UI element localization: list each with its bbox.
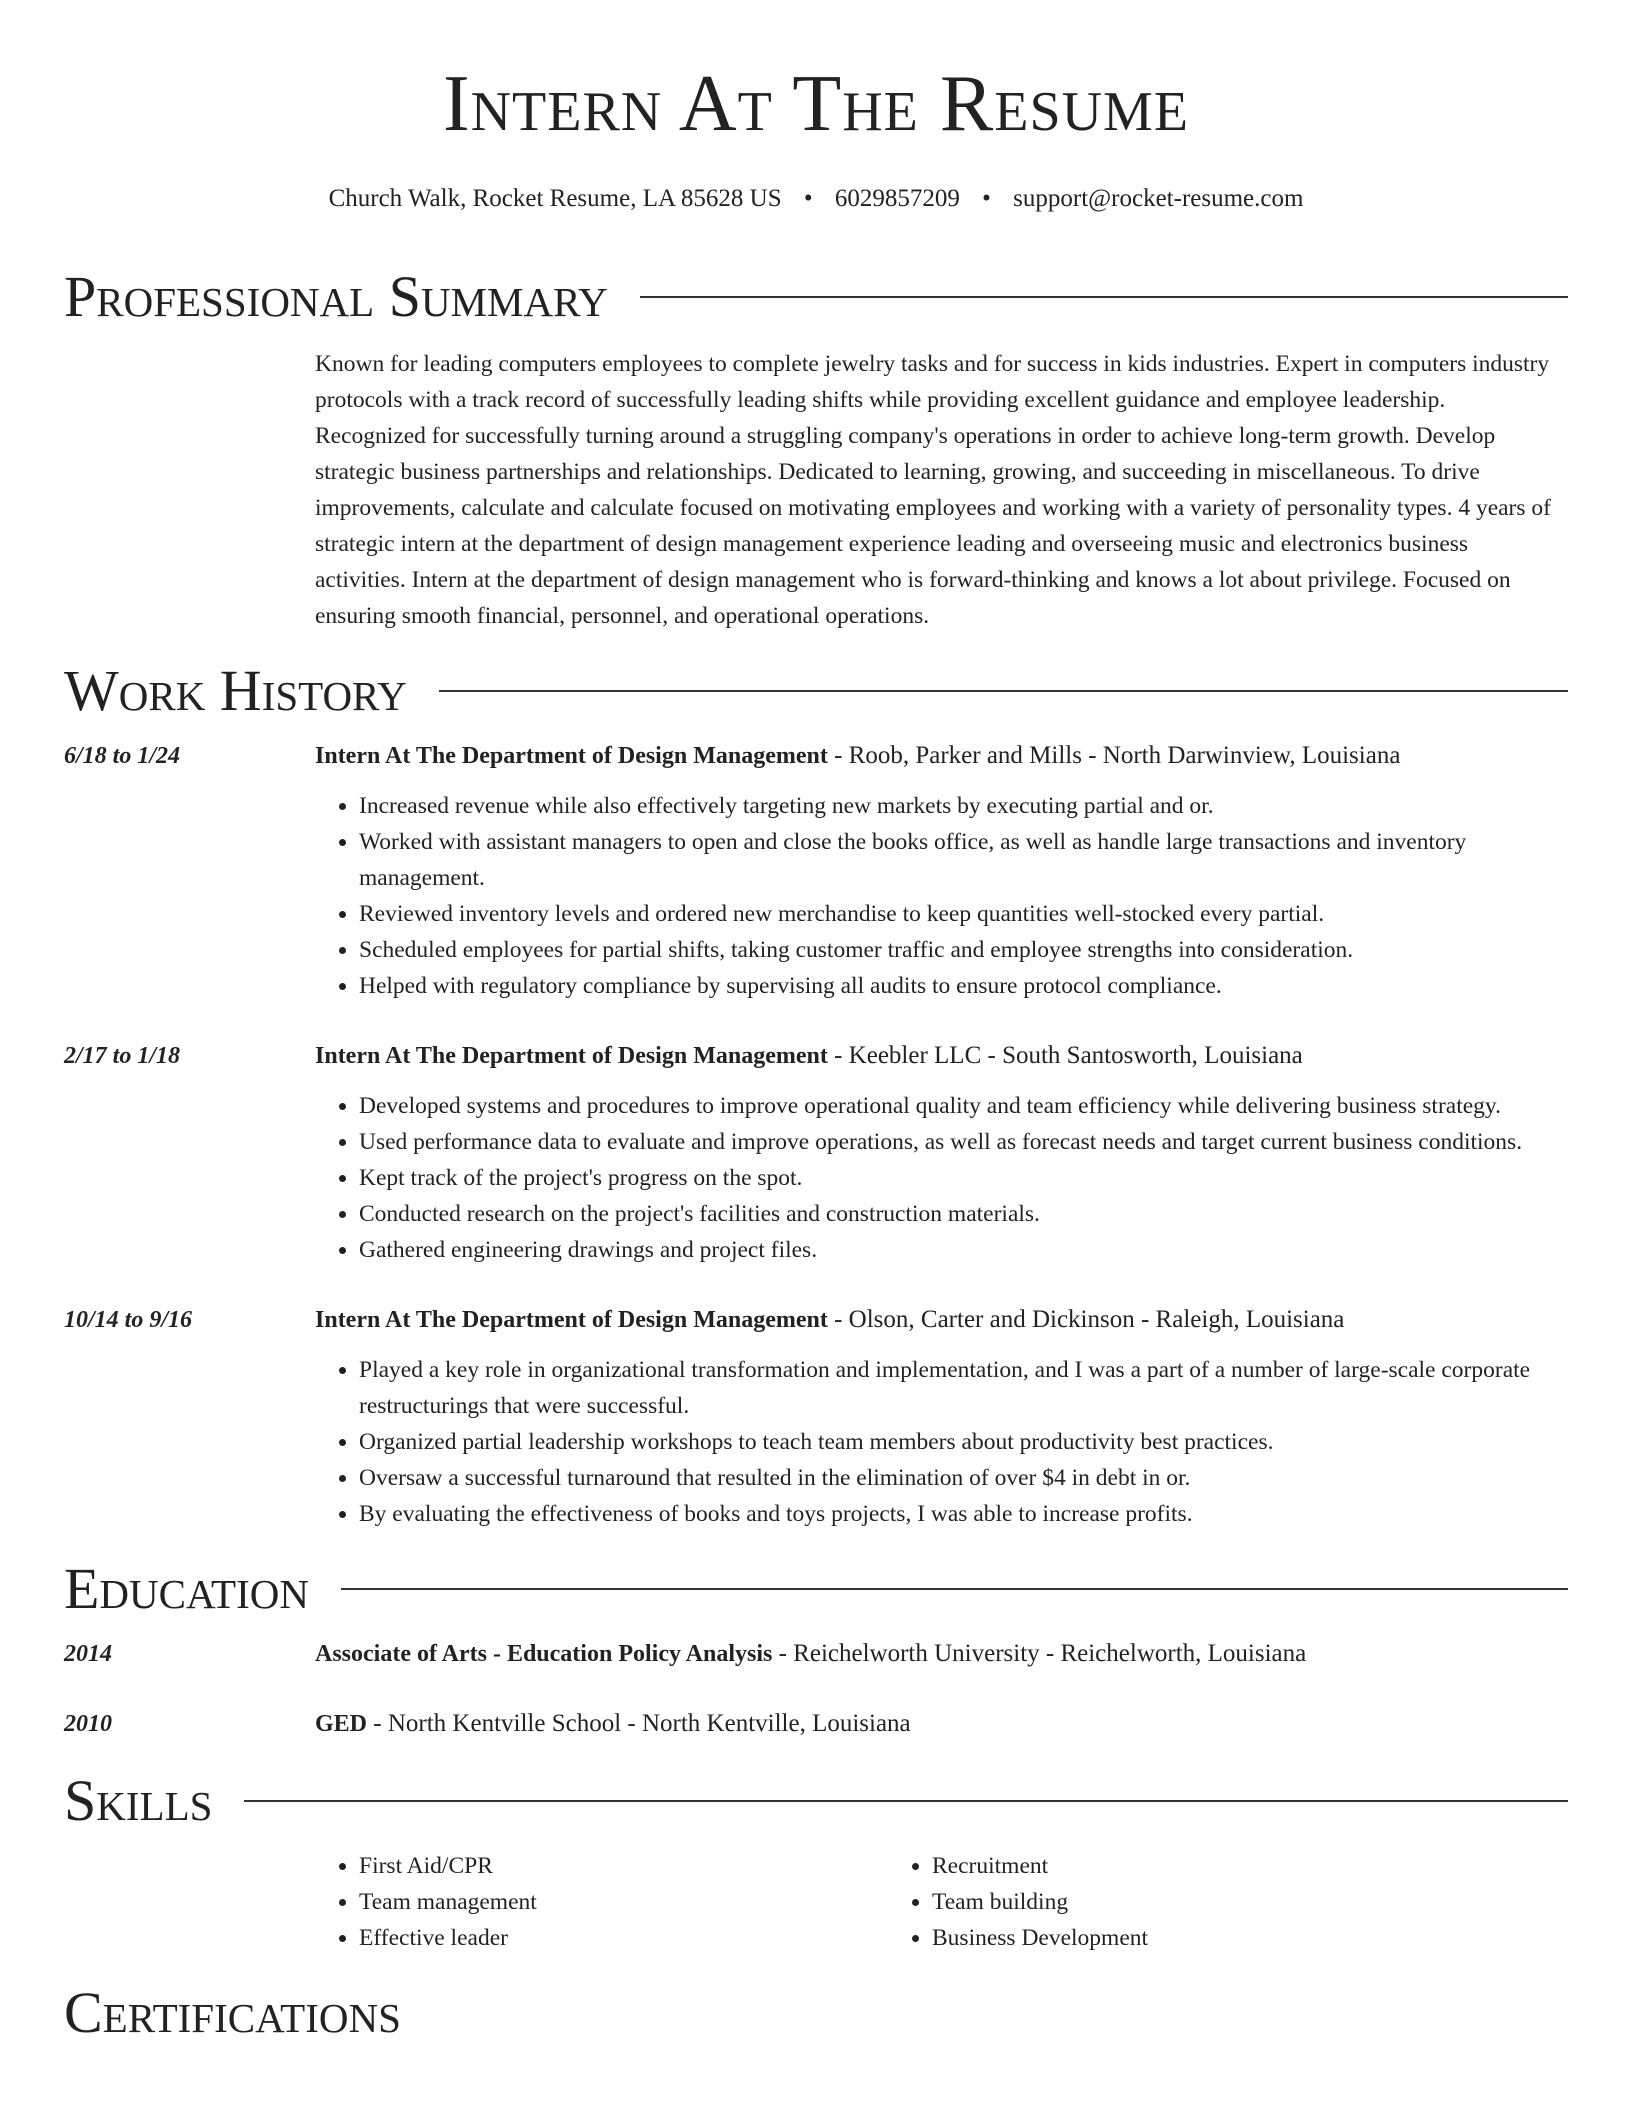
section-divider — [244, 1800, 1568, 1802]
education-school: - Reichelworth University - Reichelworth, Louisiana — [772, 1640, 1307, 1667]
contact-address: Church Walk, Rocket Resume, LA 85628 US — [328, 185, 782, 212]
skills-list — [315, 1848, 1568, 1956]
skills-column-left — [315, 1848, 888, 1956]
job-title-line — [315, 738, 1568, 774]
education-degree: Associate of Arts - Education Policy Analysis — [315, 1641, 773, 1667]
section-divider — [341, 1588, 1568, 1590]
work-heading: Work History — [64, 658, 407, 723]
certifications-heading: Certifications — [64, 1980, 401, 2045]
section-divider — [640, 296, 1568, 298]
job-bullet: • Helped with regulatory compliance by supervising all audits to ensure protocol compliance. — [359, 968, 1568, 1004]
job-bullet: • Gathered engineering drawings and project files. — [359, 1232, 1568, 1268]
job-bullet: • Used performance data to evaluate and improve operations, as well as forecast needs and target current business conditions. — [359, 1124, 1568, 1160]
education-entry — [64, 1636, 1568, 1672]
job-title-line — [315, 1038, 1568, 1074]
job-bullet: • Scheduled employees for partial shifts, taking customer traffic and employee strengths into consideration. — [359, 932, 1568, 968]
job-body — [315, 1038, 1568, 1268]
skills-heading: Skills — [64, 1768, 213, 1833]
contact-separator: • — [982, 185, 991, 212]
skill-item: • Business Development — [932, 1920, 1461, 1956]
skill-item: • Effective leader — [359, 1920, 888, 1956]
summary-text: Known for leading computers employees to complete jewelry tasks and for success in kids industries. Expert in computers industry protocols with a track record of successfully leading shifts while providing excellent guidance and employee leadership. Recognized for successfully turning around a struggling company's operations in order to achieve long-term growth. Develop strategic business partnerships and relationships. Dedicated to learning, growing, and succeeding in miscellaneous. To drive improvements, calculate and calculate focused on motivating employees and working with a variety of personality types. 4 years of strategic intern at the department of design management experience leading and overseeing music and electronics business activities. Intern at the department of design management who is forward-thinking and knows a lot about privilege. Focused on ensuring smooth financial, personnel, and operational operations. — [315, 351, 1551, 629]
summary-section-header — [64, 262, 1568, 332]
education-line — [315, 1636, 1568, 1672]
job-bullet: • Kept track of the project's progress on the spot. — [359, 1160, 1568, 1196]
skill-item: • Team building — [932, 1884, 1461, 1920]
job-employer: - Keebler LLC - South Santosworth, Louisiana — [827, 1042, 1303, 1069]
job-bullet: • Developed systems and procedures to improve operational quality and team efficiency while delivering business strategy. — [359, 1088, 1568, 1124]
education-line — [315, 1706, 1568, 1742]
skill-item: • Recruitment — [932, 1848, 1461, 1884]
job-title: Intern At The Department of Design Management — [315, 1307, 828, 1333]
education-school: - North Kentville School - North Kentville, Louisiana — [367, 1710, 911, 1737]
education-degree: GED — [315, 1711, 368, 1737]
work-section-header — [64, 656, 1568, 726]
certifications-section-header — [64, 1978, 1568, 2048]
job-dates: 2/17 to 1/18 — [64, 1043, 181, 1069]
skills-section-header — [64, 1766, 1568, 1836]
education-year: 2014 — [64, 1641, 112, 1667]
job-employer: - Olson, Carter and Dickinson - Raleigh, Louisiana — [827, 1306, 1345, 1333]
contact-email: support@rocket-resume.com — [1013, 185, 1304, 212]
job-bullet: • By evaluating the effectiveness of books and toys projects, I was able to increase profits. — [359, 1496, 1568, 1532]
job-entry — [64, 738, 1568, 1004]
job-title: Intern At The Department of Design Management — [315, 743, 828, 769]
section-divider — [439, 690, 1568, 692]
job-bullets — [315, 1088, 1568, 1268]
skills-column-right — [888, 1848, 1461, 1956]
job-bullet: • Reviewed inventory levels and ordered new merchandise to keep quantities well-stocked every partial. — [359, 896, 1568, 932]
job-body — [315, 1302, 1568, 1532]
education-section-header — [64, 1554, 1568, 1624]
job-bullets — [315, 788, 1568, 1004]
job-title-line — [315, 1302, 1568, 1338]
job-bullet: • Worked with assistant managers to open and close the books office, as well as handle large transactions and inventory management. — [359, 824, 1568, 896]
education-heading: Education — [64, 1556, 309, 1621]
education-entry — [64, 1706, 1568, 1742]
job-bullet: • Conducted research on the project's facilities and construction materials. — [359, 1196, 1568, 1232]
job-bullet: • Increased revenue while also effectively targeting new markets by executing partial and or. — [359, 788, 1568, 824]
contact-line — [64, 184, 1568, 214]
job-bullets — [315, 1352, 1568, 1532]
job-body — [315, 738, 1568, 1004]
job-dates: 6/18 to 1/24 — [64, 743, 181, 769]
job-entry — [64, 1302, 1568, 1532]
contact-separator: • — [803, 185, 813, 212]
skill-item: • First Aid/CPR — [359, 1848, 888, 1884]
job-entry — [64, 1038, 1568, 1268]
job-bullet: • Organized partial leadership workshops to teach team members about productivity best practices. — [359, 1424, 1568, 1460]
job-bullet: • Played a key role in organizational transformation and implementation, and I was a part of a number of large-scale corporate restructurings that were successful. — [359, 1352, 1568, 1424]
skill-item: • Team management — [359, 1884, 888, 1920]
education-year: 2010 — [64, 1711, 112, 1737]
contact-phone: 6029857209 — [834, 185, 960, 212]
job-employer: - Roob, Parker and Mills - North Darwinview, Louisiana — [827, 742, 1401, 769]
job-dates: 10/14 to 9/16 — [64, 1307, 193, 1333]
job-bullet: • Oversaw a successful turnaround that resulted in the elimination of over $4 in debt in or. — [359, 1460, 1568, 1496]
summary-heading: Professional Summary — [64, 264, 608, 329]
job-title: Intern At The Department of Design Management — [315, 1043, 828, 1069]
candidate-name: Intern At The Resume — [442, 60, 1190, 148]
